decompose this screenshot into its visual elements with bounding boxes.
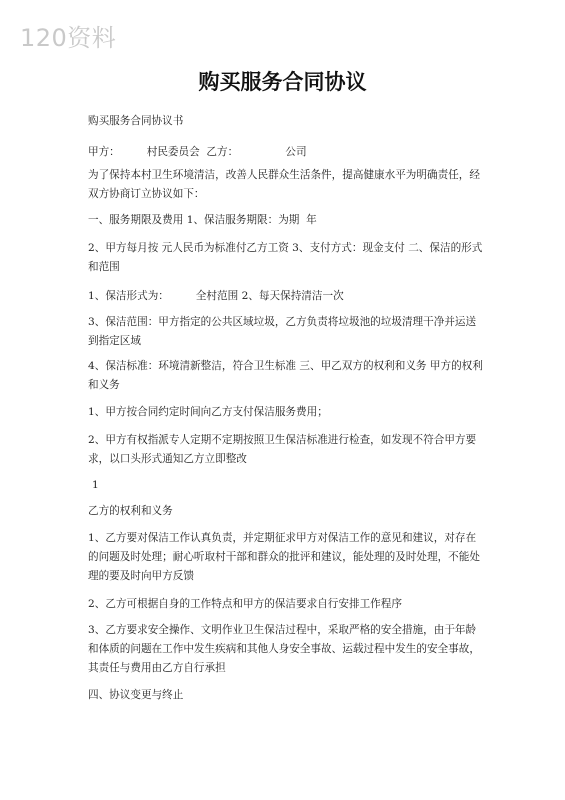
watermark-logo: 120资料 xyxy=(20,24,117,52)
cleaning-scope-paragraph: 3、保洁范围：甲方指定的公共区域垃圾，乙方负责将垃圾池的垃圾清理干净并运送到指定区域 xyxy=(88,316,477,347)
cleaning-standard-paragraph: 4、保洁标准：环境清新整洁，符合卫生标准 三、甲乙双方的权利和义务 甲方的权利和义务 xyxy=(88,360,483,391)
party-b-item-1: 1、乙方要对保洁工作认真负责，并定期征求甲方对保洁工作的意见和建议，对存在的问题及时处理；耐心听取村干部和群众的批评和建议，能处理的及时处理，不能处理的要及时向甲方反馈 xyxy=(88,532,480,582)
party-a-item-1: 1、甲方按合同约定时间向乙方支付保洁服务费用； xyxy=(88,406,328,418)
cleaning-form-line: 1、保洁形式为： 全村范围 2、每天保持清洁一次 xyxy=(88,290,344,302)
section-4-heading: 四、协议变更与终止 xyxy=(88,689,184,701)
parties-line: 甲方： 村民委员会 乙方： 公司 xyxy=(88,146,307,158)
party-b-item-3: 3、乙方要求安全操作、文明作业卫生保洁过程中，采取严格的安全措施，由于年龄和体质的问题在工作中发生疾病和其他人身安全事故、运载过程中发生的安全事故，其责任与费用由乙方自行承担 xyxy=(88,624,480,674)
preamble-paragraph: 为了保持本村卫生环境清洁，改善人民群众生活条件，提高健康水平为明确责任，经双方协商订立协议如下： xyxy=(88,169,480,200)
party-a-item-2: 2、甲方有权指派专人定期不定期按照卫生保洁标准进行检查，如发现不符合甲方要求，以口头形式通知乙方立即整改 xyxy=(88,434,477,465)
payment-paragraph: 2、甲方每月按 元人民币为标准付乙方工资 3、支付方式：现金支付 二、保洁的形式和范围 xyxy=(88,242,483,273)
section-1-heading: 一、服务期限及费用 1、保洁服务期限：为期 年 xyxy=(88,214,317,226)
party-b-heading: 乙方的权利和义务 xyxy=(88,505,173,517)
party-b-item-2: 2、乙方可根据自身的工作特点和甲方的保洁要求自行安排工作程序 xyxy=(88,598,402,610)
document-title: 购买服务合同协议 xyxy=(198,70,367,94)
page-number: 1 xyxy=(92,479,99,491)
subtitle-line: 购买服务合同协议书 xyxy=(88,115,184,127)
